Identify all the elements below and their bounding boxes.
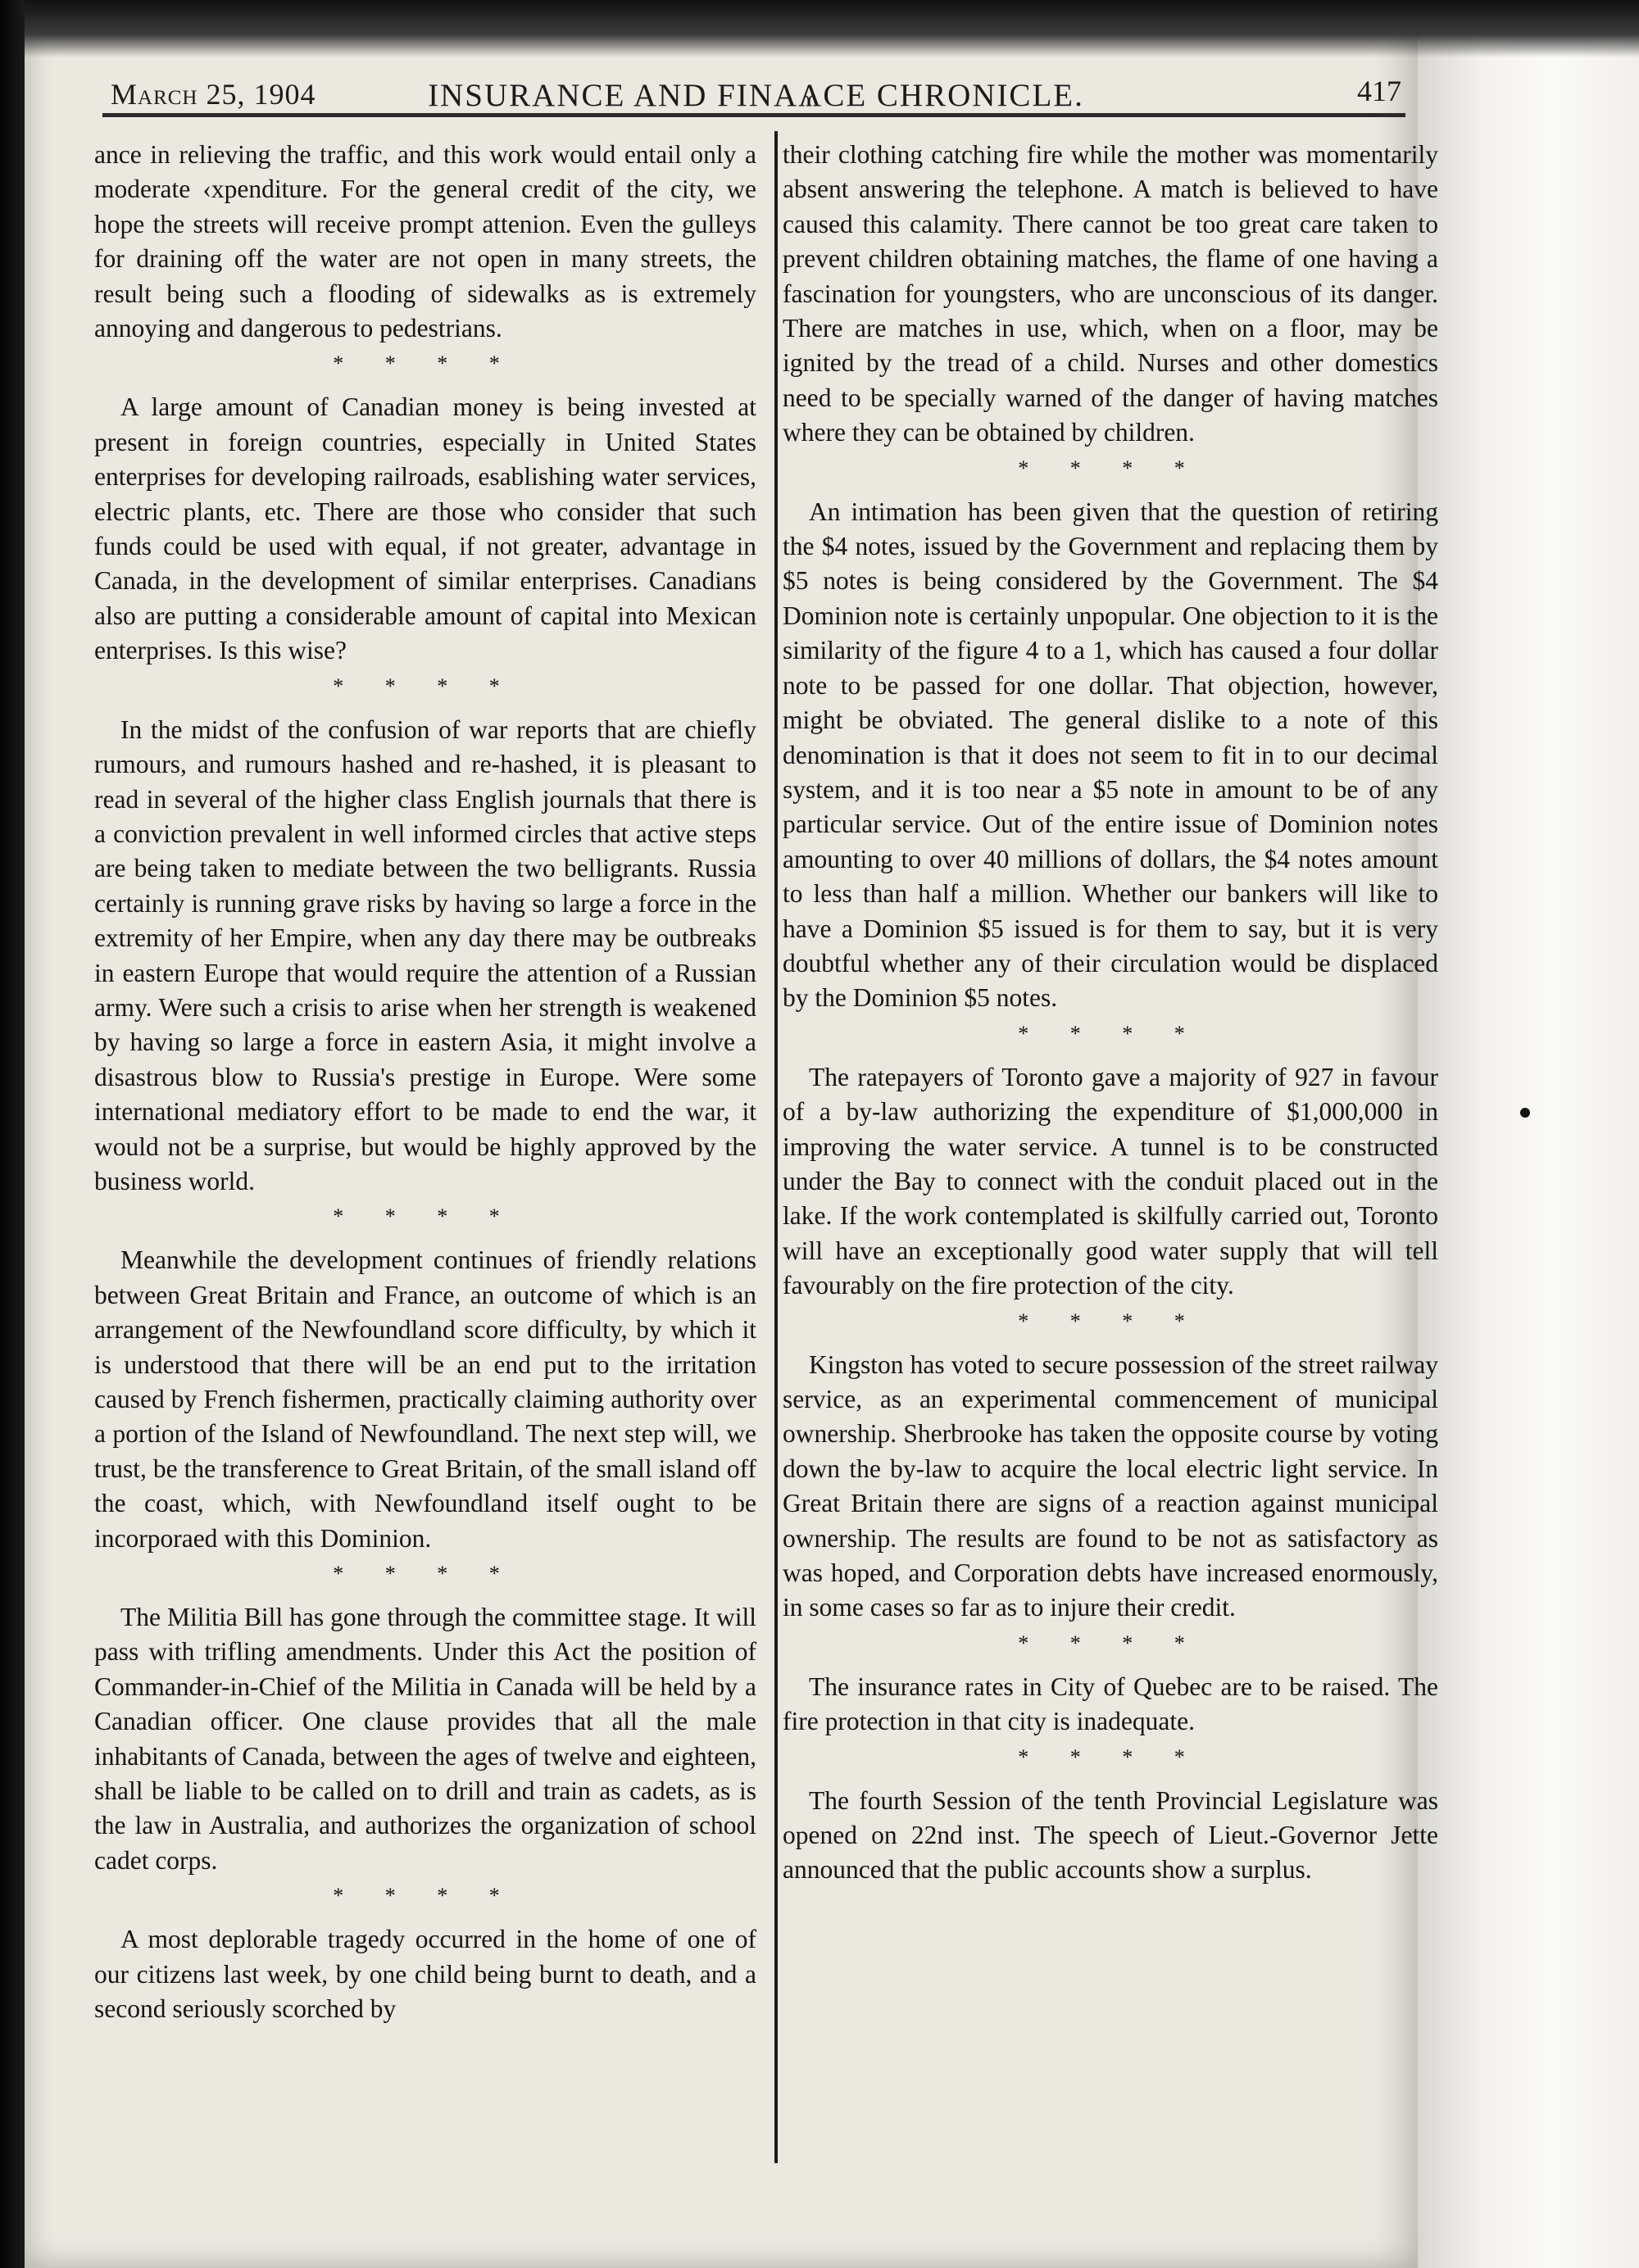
article-paragraph: An intimation has been given that the question of retiring the $4 notes, issued by the Government and replacing them by $5 notes is being considered by the Government. The $4 Dominion note is certainly unpopular. One objection to it is the similarity of the figure 4 to a 1, which has caused a four dollar note to be passed for one dollar. That objection, however, might be obviated. The general dislike to a note of this denomination is that it does not seem to fit in to our decimal system, and it is too near a $5 note in amount to be of any particular service. Out of the entire issue of Dominion notes amounting to over 40 millions of dollars, the $4 notes amount to less than half a million. Whether our bankers will like to have a Dominion $5 issued is for them to say, but it is very doubtful whether any of their circulation would be displaced by the Dominion $5 notes. <box>783 497 1438 1013</box>
section-separator: * * * * <box>333 1562 518 1586</box>
ink-speck <box>1520 1108 1530 1118</box>
article-paragraph: The fourth Session of the tenth Provincial Legislature was opened on 22nd inst. The speech of Lieut.-Governor Jette announced that the public accounts show a surplus. <box>783 1785 1438 1885</box>
article-paragraph: A large amount of Canadian money is being invested at present in foreign countries, especially in United States enterprises for developing railroads, esablishing water services, electric plants, etc. There are those who consider that such funds could be used with equal, if not greater, advantage in Canada, in the development of similar enterprises. Canadians also are putting a considerable amount of capital into Mexican enterprises. Is this wise? <box>94 392 756 665</box>
article-paragraph: The insurance rates in City of Quebec are to be raised. The fire protection in that city is inadequate. <box>783 1672 1438 1736</box>
column-divider <box>774 131 778 2163</box>
section-separator: * * * * <box>333 674 518 698</box>
right-column <box>783 138 1438 1888</box>
article-paragraph: Meanwhile the development continues of friendly relations between Great Britain and France, an outcome of which is an arrangement of the Newfoundland score difficulty, by which it is understood that there will be an end put to the irritation caused by French fishermen, practically claiming authority over a portion of the Island of Newfoundland. The next step will, we trust, be the transference to Great Britain, of the small island off the coast, which, with Newfoundland itself ought to be incorporaed with this Dominion. <box>94 1245 756 1553</box>
article-paragraph: The Militia Bill has gone through the committee stage. It will pass with trifling amendments. Under this Act the position of Commander-in-Chief of the Militia in Canada will be held by a Canadian officer. One clause provides that all the male inhabitants of Canada, between the ages of twelve and eighteen, shall be liable to be called on to drill and train as cadets, as is the law in Australia, and authorizes the organization of school cadet corps. <box>94 1603 756 1875</box>
section-separator: * * * * <box>1018 1309 1203 1333</box>
section-separator: * * * * <box>1018 1631 1203 1655</box>
section-separator: * * * * <box>333 1884 518 1908</box>
scan-border-left <box>0 0 25 2268</box>
article-paragraph: ance in relieving the traffic, and this work would entail only a moderate ‹xpenditure. For the general credit of the city, we hope the streets will receive prompt attenion. Even the gulleys for draining off the water are not open in many streets, the result being such a flooding of sidewalks as is extremely annoying and dangerous to pedestrians. <box>94 140 756 343</box>
page-number: 417 <box>1357 75 1401 107</box>
section-separator: * * * * <box>1018 1021 1203 1046</box>
article-paragraph: Kingston has voted to secure possession of the street railway service, as an experimental commencement of municipal ownership. Sherbrooke has taken the opposite course by voting down the by-law to acquire the local electric light service. In Great Britain there are signs of a reaction against municipal ownership. The results are found to be not as satisfactory as was hoped, and Corporation debts have increased enormously, in some cases so far as to injure their credit. <box>783 1349 1438 1622</box>
publication-title: INSURANCE AND FINAѦCE CHRONICLE. <box>428 78 1084 113</box>
scan-border-top <box>25 0 1639 57</box>
article-paragraph: The ratepayers of Toronto gave a majority of 927 in favour of a by-law authorizing the expenditure of $1,000,000 in improving the water service. A tunnel is to be constructed under the Bay to connect with the conduit placed out in the lake. If the work contemplated is skilfully carried out, Toronto will have an exceptionally good water supply that will tell favourably on the fire protection of the city. <box>783 1062 1438 1300</box>
scan-border-right <box>1418 0 1639 2268</box>
article-paragraph: A most deplorable tragedy occurred in the home of one of our citizens last week, by one child being burnt to death, and a second seriously scorched by <box>94 1925 756 2024</box>
section-separator: * * * * <box>1018 1744 1203 1769</box>
section-separator: * * * * <box>333 1204 518 1229</box>
issue-date: March 25, 1904 <box>111 78 316 111</box>
section-separator: * * * * <box>333 352 518 376</box>
article-paragraph: their clothing catching fire while the mother was momentarily absent answering the telephone. A match is believed to have caused this calamity. There cannot be too great care taken to prevent children obtaining matches, the flame of one having a fascination for youngsters, who are unconscious of its danger. There are matches in use, which, when on a floor, may be ignited by the tread of a child. Nurses and other domestics need to be specially warned of the danger of having matches where they can be obtained by children. <box>783 140 1438 447</box>
left-column <box>94 138 756 2027</box>
section-separator: * * * * <box>1018 456 1203 480</box>
header-rule <box>102 113 1405 117</box>
article-paragraph: In the midst of the confusion of war reports that are chiefly rumours, and rumours hashed and re-hashed, it is pleasant to read in several of the higher class English journals that there is a conviction prevalent in well informed circles that active steps are being taken to mediate between the two belligrants. Russia certainly is running grave risks by having so large a force in the extremity of her Empire, when any day there may be outbreaks in eastern Europe that would require the attention of a Russian army. Were such a crisis to arise when her strength is weakened by having so large a force in eastern Asia, it might involve a disastrous blow to Russia's prestige in Europe. Were some international mediatory effort to be made to end the war, it would not be a surprise, but would be highly approved by the business world. <box>94 714 756 1195</box>
